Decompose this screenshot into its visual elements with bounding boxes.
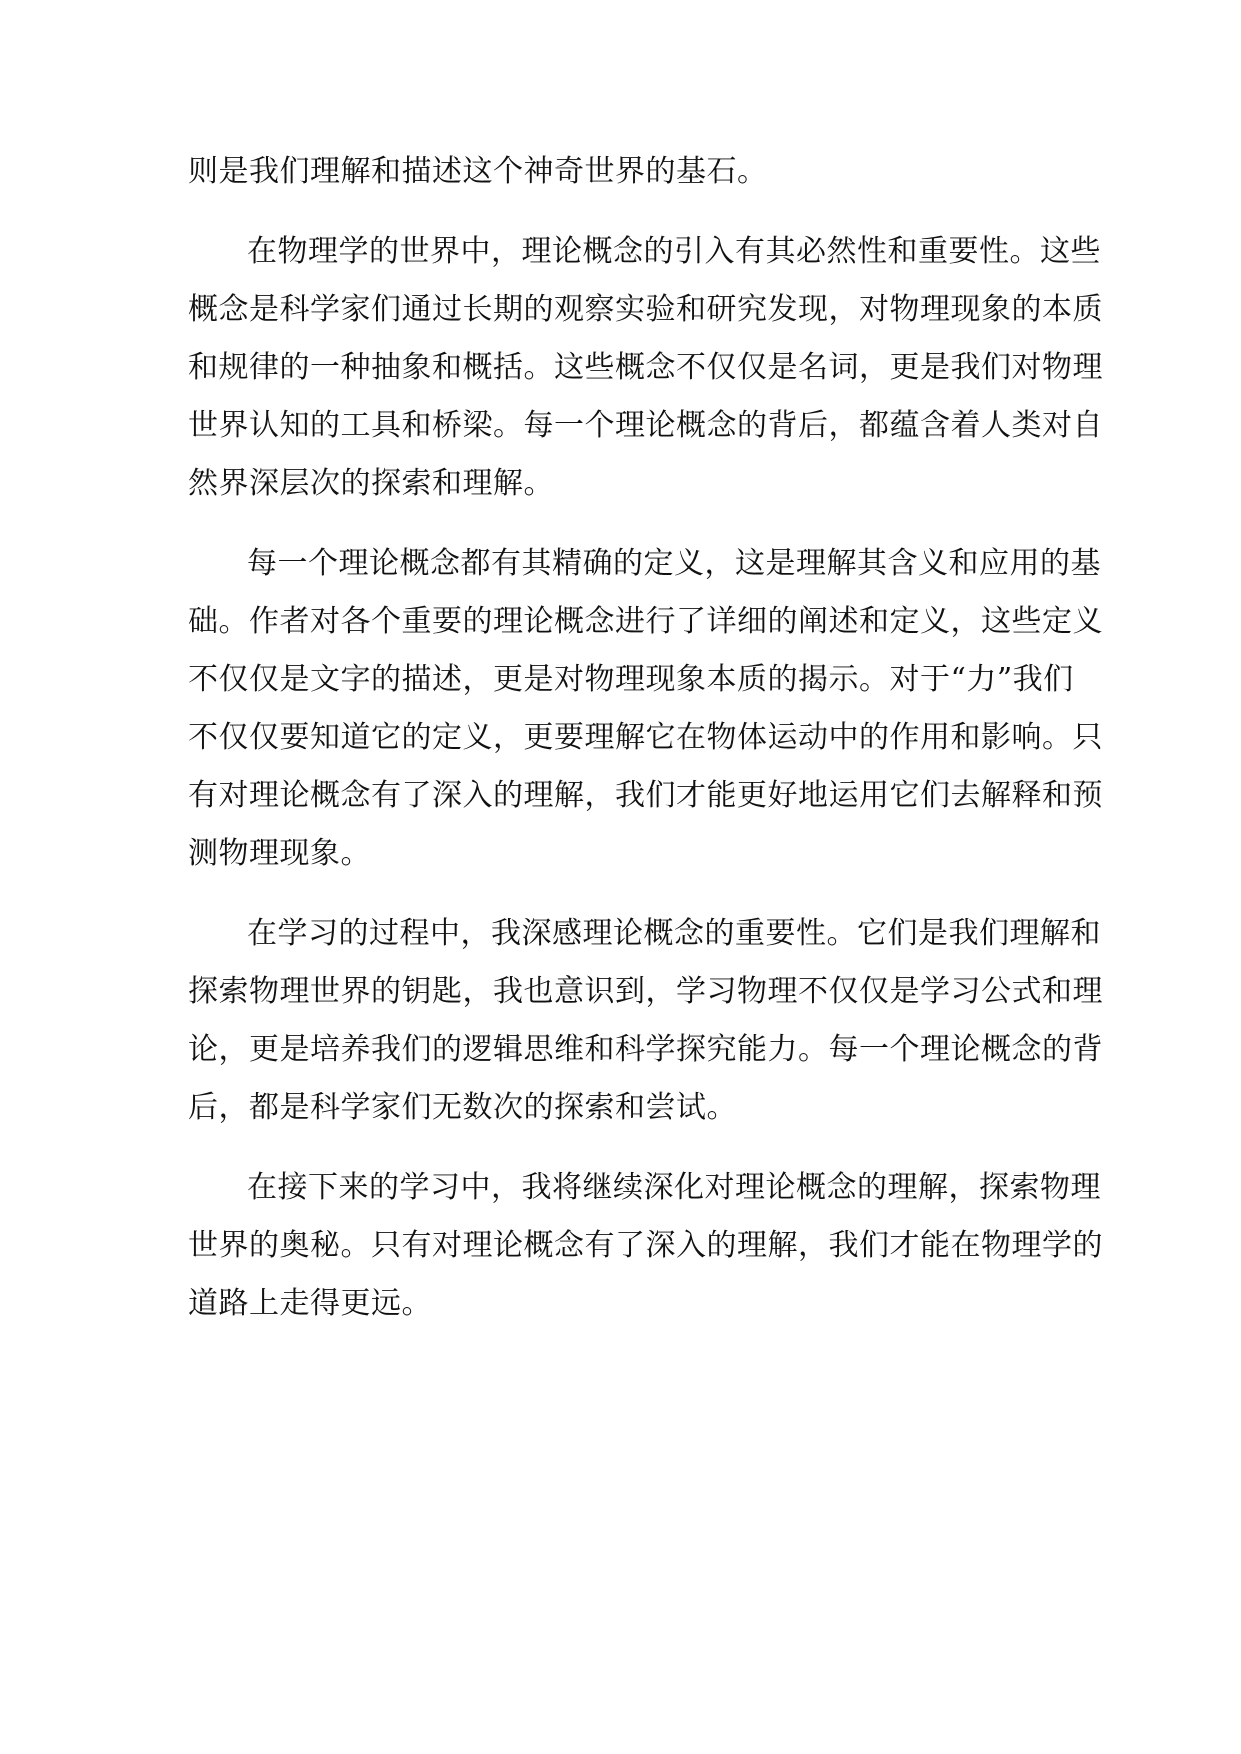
document-body [188,143,1103,1333]
text-line: 和规律的一种抽象和概括。这些概念不仅仅是名词，更是我们对物理 [188,350,1103,385]
paragraph [188,535,1103,883]
text-line: 在物理学的世界中，理论概念的引入有其必然性和重要性。这些 [247,234,1101,269]
text-line: 则是我们理解和描述这个神奇世界的基石。 [188,154,768,189]
text-line: 然界深层次的探索和理解。 [188,466,554,501]
text-line: 不仅仅要知道它的定义，更要理解它在物体运动中的作用和影响。只 [188,720,1103,755]
paragraph [188,1159,1103,1333]
text-line: 后，都是科学家们无数次的探索和尝试。 [188,1090,737,1125]
text-line: 世界认知的工具和桥梁。每一个理论概念的背后，都蕴含着人类对自 [188,408,1103,443]
text-line: 不仅仅是文字的描述，更是对物理现象本质的揭示。对于“力”我们 [188,662,1074,697]
paragraph [188,223,1103,513]
text-line: 道路上走得更远。 [188,1286,432,1321]
text-line: 论，更是培养我们的逻辑思维和科学探究能力。每一个理论概念的背 [188,1032,1103,1067]
text-line: 础。作者对各个重要的理论概念进行了详细的阐述和定义，这些定义 [188,604,1103,639]
text-line: 每一个理论概念都有其精确的定义，这是理解其含义和应用的基 [247,546,1101,581]
paragraph [188,905,1103,1137]
text-line: 在学习的过程中，我深感理论概念的重要性。它们是我们理解和 [247,916,1101,951]
text-line: 世界的奥秘。只有对理论概念有了深入的理解，我们才能在物理学的 [188,1228,1103,1263]
text-line: 测物理现象。 [188,836,371,871]
paragraph [188,143,1068,201]
text-line: 概念是科学家们通过长期的观察实验和研究发现，对物理现象的本质 [188,292,1103,327]
text-line: 有对理论概念有了深入的理解，我们才能更好地运用它们去解释和预 [188,778,1103,813]
text-line: 探索物理世界的钥匙，我也意识到，学习物理不仅仅是学习公式和理 [188,974,1103,1009]
text-line: 在接下来的学习中，我将继续深化对理论概念的理解，探索物理 [247,1170,1101,1205]
